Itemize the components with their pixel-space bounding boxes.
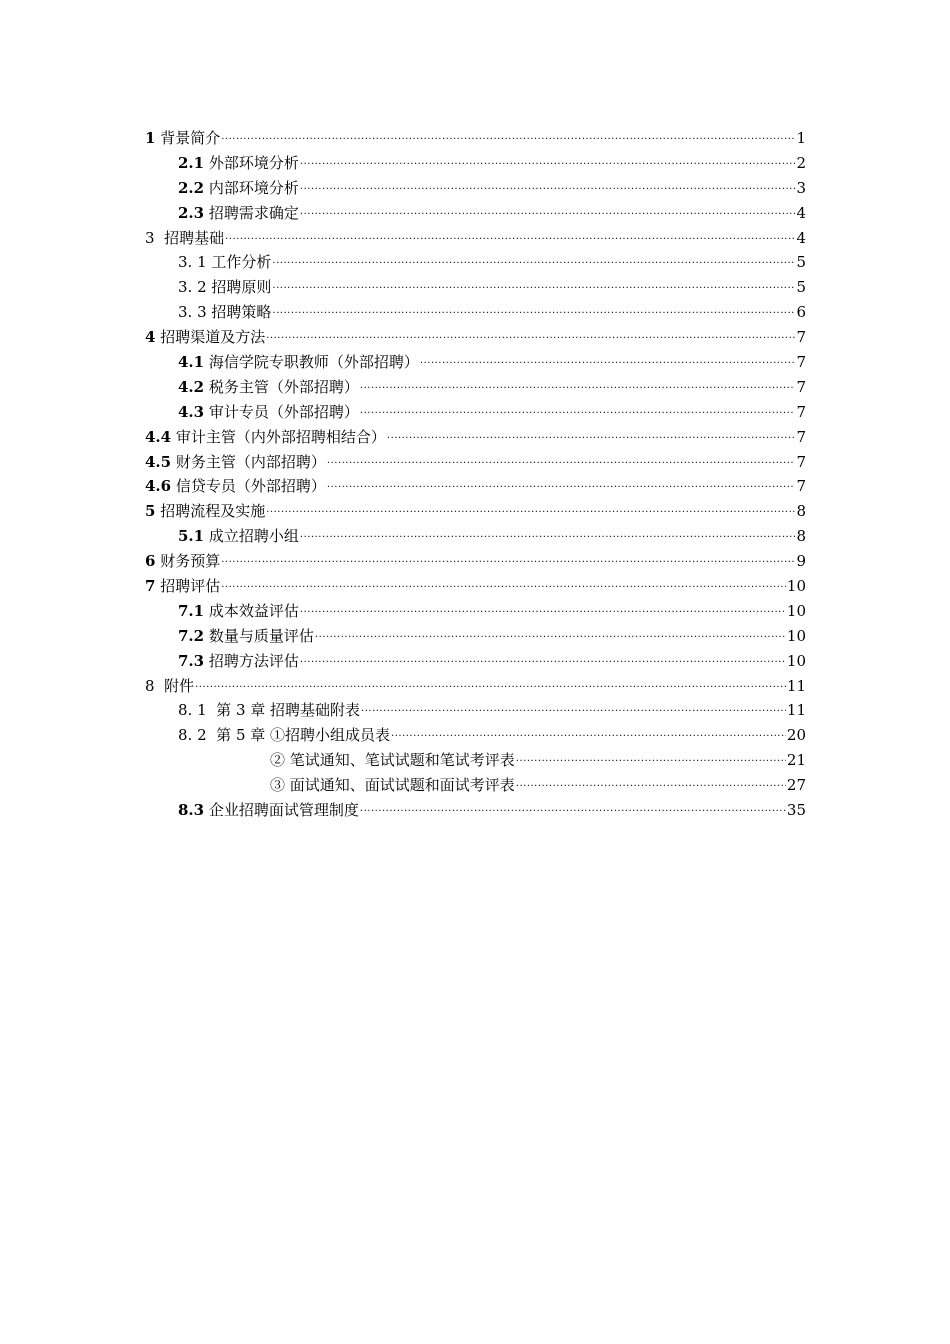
toc-entry-number: 3 [145,228,155,247]
toc-entry-page-number: 7 [796,427,806,446]
toc-entry[interactable] [145,624,806,649]
toc-entry-number: 2.3 [178,203,205,222]
toc-entry-page-number: 1 [796,129,806,147]
toc-entry[interactable] [145,599,806,624]
dot-leader [315,623,786,648]
toc-entry-number: 6 [145,552,156,571]
toc-entry[interactable] [145,798,806,823]
toc-entry-label: 招聘渠道及方法 [160,328,266,347]
toc-entry[interactable] [145,300,806,325]
toc-entry[interactable] [145,723,806,748]
dot-leader [272,249,795,274]
dot-leader [360,399,796,424]
toc-entry-page-number: 35 [786,801,806,820]
toc-entry-page-number: 10 [786,601,806,620]
toc-entry-number: 4.3 [178,402,205,421]
toc-entry[interactable] [145,474,806,499]
toc-entry[interactable] [145,574,806,599]
toc-entry-label: 信贷专员（外部招聘） [175,477,326,496]
toc-entry-label: 第 3 章 招聘基础附表 [216,701,361,720]
dot-leader [225,225,795,250]
toc-entry-label: 海信学院专职教师（外部招聘） [208,353,419,372]
toc-entry-number: 5 [145,502,156,521]
toc-entry-title [145,499,265,524]
toc-entry-number: 3. 3 [178,303,207,322]
dot-leader [221,573,786,598]
toc-entry[interactable] [145,226,806,251]
dot-leader [195,673,786,698]
dot-leader [516,772,786,797]
toc-entry-page-number: 27 [786,776,806,795]
dot-leader [300,523,796,548]
toc-entry-page-number: 10 [786,651,806,670]
toc-entry-page-number: 10 [786,577,806,596]
toc-entry-number: 8.3 [178,801,205,820]
toc-entry-page-number: 2 [796,153,806,172]
dot-leader [360,797,786,822]
dot-leader [360,374,796,399]
dot-leader [327,473,796,498]
dot-leader [272,274,795,299]
toc-entry-page-number: 11 [786,701,806,720]
toc-entry-number: 7.3 [178,651,205,670]
dot-leader [221,548,795,573]
dot-leader [272,299,795,324]
toc-entry[interactable] [145,773,806,798]
toc-entry-title [178,798,359,823]
toc-entry-title [178,275,271,300]
toc-entry[interactable] [145,350,806,375]
toc-entry[interactable] [145,748,806,773]
toc-entry-label: 审计专员（外部招聘） [208,402,359,421]
toc-entry-number: 7.1 [178,601,205,620]
toc-entry-label: 招聘方法评估 [208,651,299,670]
toc-entry[interactable] [145,151,806,176]
dot-leader [361,697,786,722]
toc-entry-title [178,151,299,176]
toc-entry-label: 附件 [164,676,195,695]
toc-entry-page-number: 8 [796,527,806,546]
dot-leader [300,200,796,225]
toc-entry-label: 企业招聘面试管理制度 [208,801,359,820]
toc-entry-label: ② 笔试通知、笔试试题和笔试考评表 [270,751,515,770]
toc-entry-label: 外部环境分析 [208,153,299,172]
toc-entry[interactable] [145,126,806,151]
toc-entry-title [178,375,359,400]
toc-entry-title [145,474,326,499]
toc-entry-title [145,549,220,574]
toc-entry-label: 招聘需求确定 [208,203,299,222]
toc-entry-number: 8 [145,676,155,695]
toc-entry-title [145,574,220,599]
toc-entry[interactable] [145,275,806,300]
toc-entry[interactable] [145,201,806,226]
toc-entry-label: ③ 面试通知、面试试题和面试考评表 [270,776,515,795]
toc-entry-number: 7.2 [178,626,205,645]
toc-entry[interactable] [145,250,806,275]
dot-leader [516,747,786,772]
toc-entry-title [270,773,515,798]
toc-entry-title [178,723,390,748]
toc-entry-title [178,350,419,375]
dot-leader [300,598,786,623]
toc-entry-page-number: 7 [796,477,806,496]
toc-entry-label: 税务主管（外部招聘） [208,377,359,396]
toc-entry-number: 4 [145,328,156,347]
table-of-contents [145,126,806,823]
toc-entry[interactable] [145,176,806,201]
toc-entry-title [178,624,314,649]
toc-entry-title [178,649,299,674]
toc-entry-label: 成立招聘小组 [208,527,299,546]
toc-entry-page-number: 7 [796,452,806,471]
dot-leader [420,349,796,374]
toc-entry-label: 招聘基础 [164,228,225,247]
dot-leader [327,449,796,474]
toc-entry-separator [155,229,165,247]
toc-entry[interactable] [145,549,806,574]
toc-entry-label: 招聘原则 [211,278,272,297]
toc-entry[interactable] [145,325,806,350]
toc-entry-separator [155,677,165,695]
toc-entry-number: 4.5 [145,452,172,471]
toc-entry[interactable] [145,524,806,549]
toc-entry-title [178,400,359,425]
toc-entry-page-number: 21 [786,751,806,770]
toc-entry-title [145,425,386,450]
toc-entry-label: 审计主管（内外部招聘相结合） [175,427,386,446]
dot-leader [221,125,795,150]
toc-entry-title [270,748,515,773]
toc-entry-page-number: 10 [786,626,806,645]
toc-entry-label: 财务预算 [160,552,221,571]
toc-entry-label: 成本效益评估 [208,601,299,620]
toc-entry-number: 7 [145,577,156,596]
toc-entry-title [145,226,224,251]
dot-leader [266,498,795,523]
toc-entry-title [145,325,265,350]
toc-entry-page-number: 7 [796,353,806,372]
toc-entry-number: 2.2 [178,178,205,197]
toc-entry-number: 8. 1 [178,701,207,720]
dot-leader [387,424,796,449]
toc-entry-label: 内部环境分析 [208,178,299,197]
toc-entry-page-number: 5 [796,253,806,272]
toc-entry-page-number: 4 [796,203,806,222]
toc-entry-label: 招聘策略 [211,303,272,322]
toc-entry[interactable] [145,499,806,524]
toc-entry-page-number: 20 [786,726,806,745]
toc-entry-title [178,599,299,624]
toc-entry-separator [207,701,217,719]
toc-entry[interactable] [145,698,806,723]
toc-entry-title [178,176,299,201]
toc-entry-page-number: 11 [786,676,806,695]
toc-entry-page-number: 7 [796,328,806,347]
toc-entry[interactable] [145,400,806,425]
toc-entry[interactable] [145,450,806,475]
toc-entry-title [178,201,299,226]
toc-entry-number: 3. 1 [178,253,207,272]
toc-entry-number: 4.1 [178,353,205,372]
dot-leader [266,324,795,349]
toc-entry-page-number: 7 [796,377,806,396]
dot-leader [300,175,796,200]
toc-entry-number: 8. 2 [178,726,207,745]
toc-entry-page-number: 8 [796,502,806,521]
toc-entry-page-number: 4 [796,228,806,247]
toc-entry-label: 招聘评估 [160,577,221,596]
toc-entry-label: 第 5 章 ①招聘小组成员表 [216,726,391,745]
toc-entry-number: 2.1 [178,153,205,172]
toc-entry[interactable] [145,425,806,450]
toc-entry-page-number: 9 [796,552,806,571]
toc-entry-label: 背景简介 [160,129,221,147]
toc-entry-label: 财务主管（内部招聘） [175,452,326,471]
toc-entry-page-number: 7 [796,402,806,421]
toc-entry-label: 工作分析 [211,253,272,272]
toc-entry[interactable] [145,375,806,400]
toc-entry[interactable] [145,674,806,699]
dot-leader [391,722,786,747]
toc-entry-title [145,126,220,151]
toc-entry-page-number: 5 [796,278,806,297]
toc-entry-number: 1 [145,129,156,147]
toc-entry[interactable] [145,649,806,674]
toc-entry-title [145,450,326,475]
toc-entry-number: 4.6 [145,477,172,496]
toc-entry-title [178,300,271,325]
toc-entry-title [178,250,271,275]
toc-entry-page-number: 3 [796,178,806,197]
toc-entry-number: 3. 2 [178,278,207,297]
toc-entry-title [178,698,360,723]
toc-entry-title [145,674,194,699]
toc-entry-page-number: 6 [796,303,806,322]
toc-entry-label: 招聘流程及实施 [160,502,266,521]
dot-leader [300,648,786,673]
toc-entry-label: 数量与质量评估 [208,626,314,645]
toc-entry-number: 4.4 [145,427,172,446]
toc-entry-number: 4.2 [178,377,205,396]
toc-entry-number: 5.1 [178,527,205,546]
dot-leader [300,150,796,175]
toc-entry-title [178,524,299,549]
toc-entry-separator [207,726,217,744]
